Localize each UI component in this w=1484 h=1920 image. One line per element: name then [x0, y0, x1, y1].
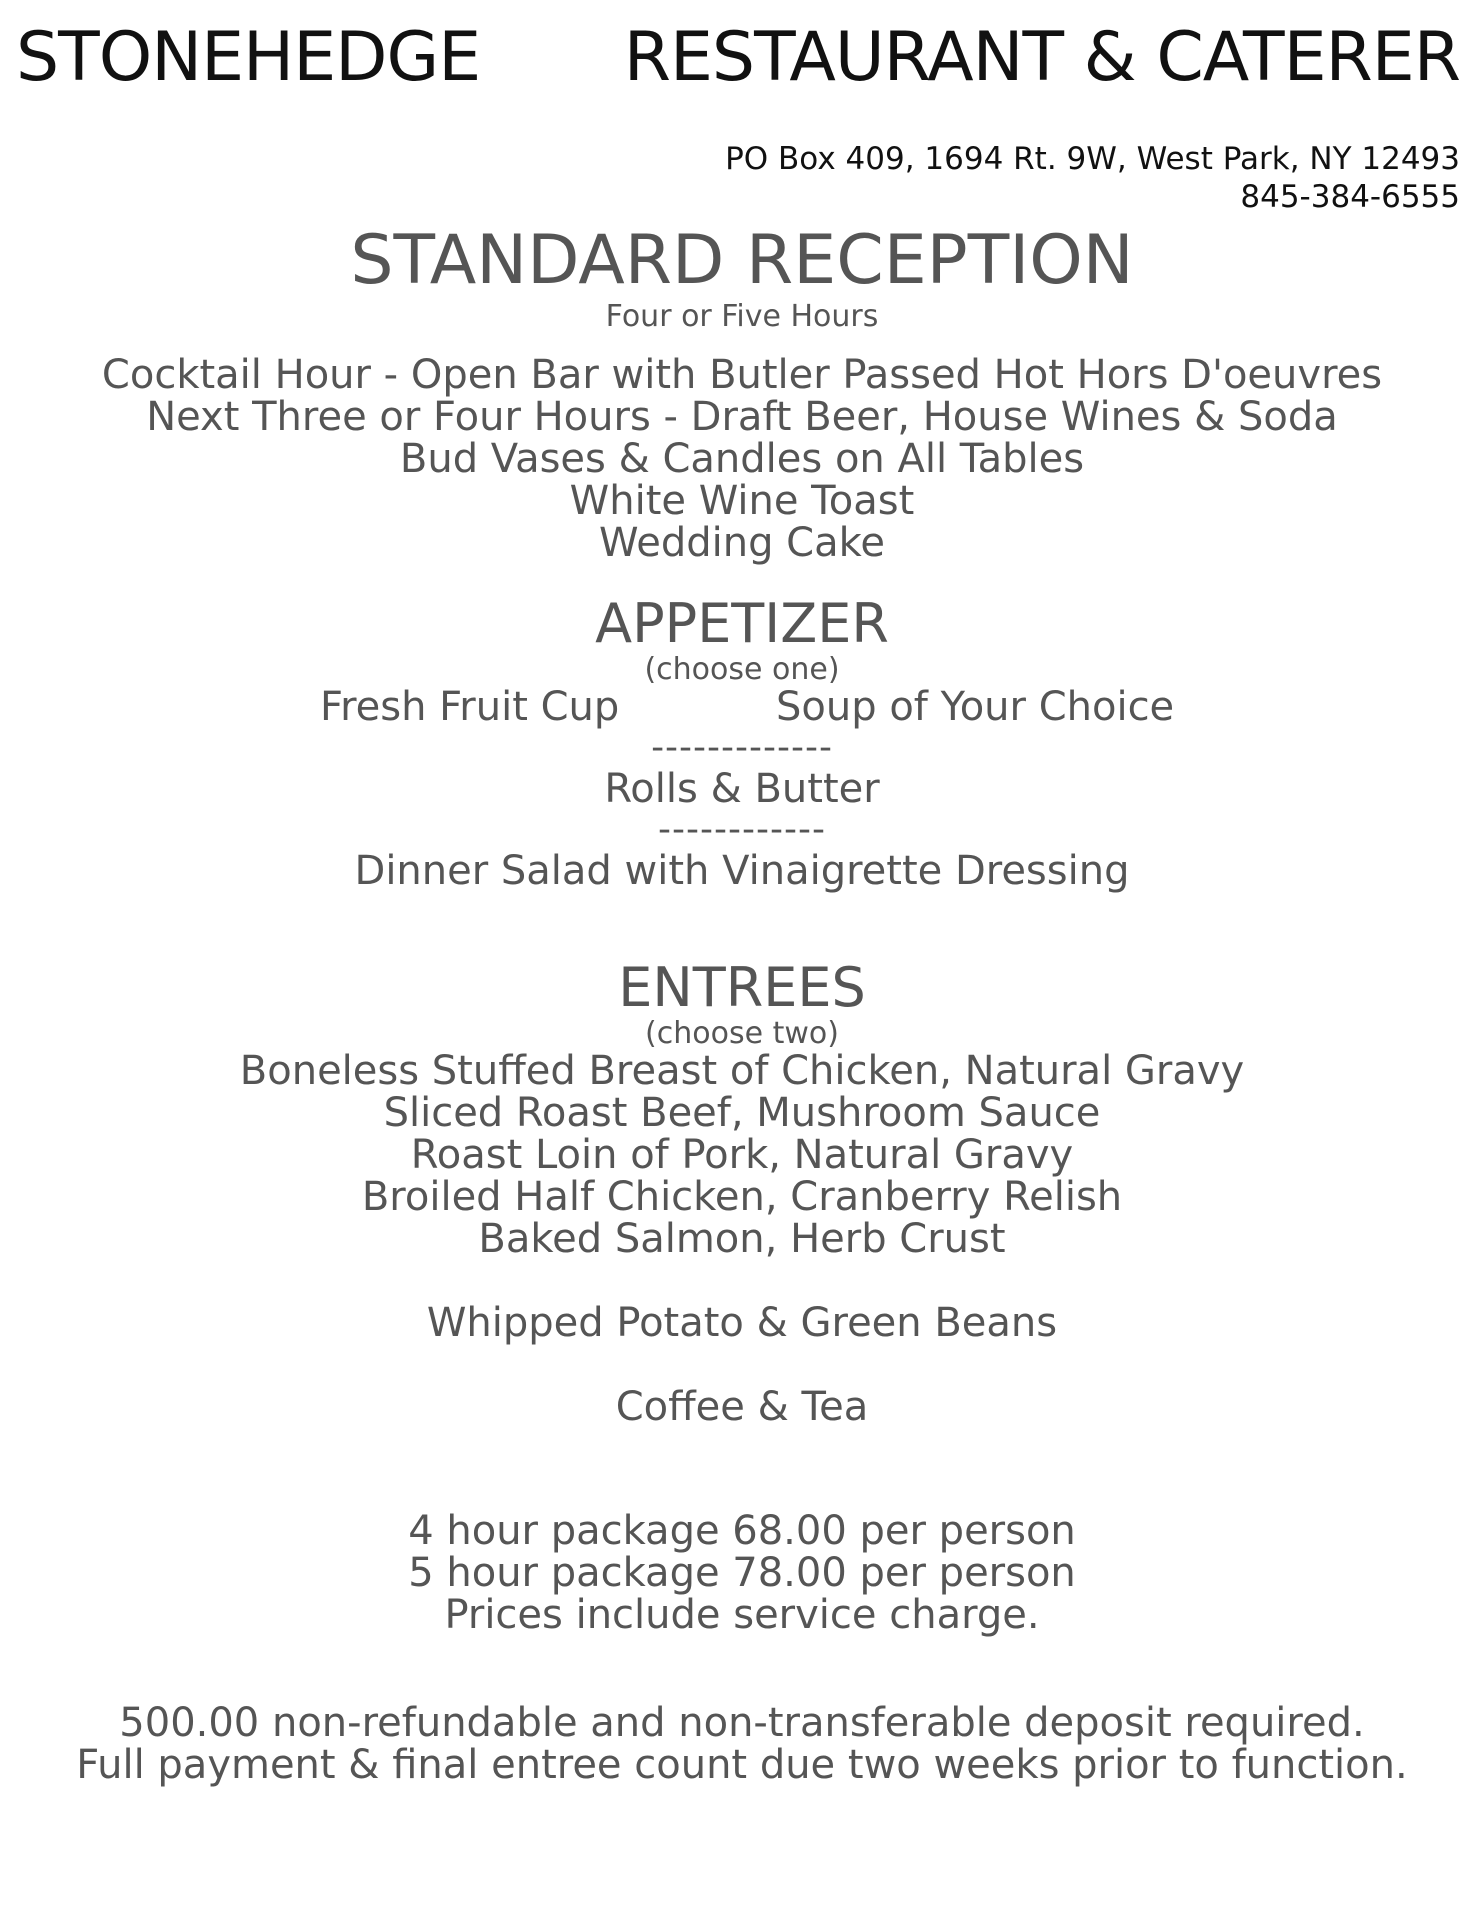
- reception-section: [0, 222, 1484, 564]
- price-note: Prices include service charge.: [444, 1592, 1040, 1638]
- entree-item: Baked Salmon, Herb Crust: [478, 1216, 1006, 1262]
- entree-item: Sliced Roast Beef, Mushroom Sauce: [383, 1090, 1101, 1136]
- phone-number: 845-384-6555: [1240, 179, 1460, 215]
- beverage: Coffee & Tea: [615, 1384, 869, 1430]
- appetizer-note: (choose one): [644, 652, 840, 687]
- price-line: 5 hour package 78.00 per person: [408, 1550, 1076, 1596]
- appetizer-options: [0, 686, 1484, 728]
- contact-info: [725, 140, 1460, 216]
- brand-name: STONEHEDGE: [16, 18, 481, 97]
- terms-section: [0, 1702, 1484, 1786]
- entree-item: Boneless Stuffed Breast of Chicken, Natural Gravy: [239, 1048, 1245, 1094]
- entrees-heading: ENTREES: [618, 956, 866, 1019]
- entrees-note: (choose two): [645, 1016, 839, 1051]
- appetizer-option: Soup of Your Choice: [776, 684, 1175, 730]
- appetizer-section: [0, 594, 1484, 892]
- page-header: [0, 18, 1484, 108]
- entree-item: Broiled Half Chicken, Cranberry Relish: [361, 1174, 1123, 1220]
- bread-course: Rolls & Butter: [604, 766, 880, 812]
- page-title: STANDARD RECEPTION: [350, 221, 1134, 300]
- reception-item: White Wine Toast: [569, 478, 915, 524]
- deposit-terms: 500.00 non-refundable and non-transferable deposit required.: [119, 1700, 1365, 1746]
- reception-item: Bud Vases & Candles on All Tables: [399, 436, 1085, 482]
- brand-tagline: RESTAURANT & CATERER: [623, 18, 1460, 97]
- reception-item: Cocktail Hour - Open Bar with Butler Passed Hot Hors D'oeuvres: [101, 352, 1383, 398]
- entree-item: Roast Loin of Pork, Natural Gravy: [410, 1132, 1074, 1178]
- payment-terms: Full payment & final entree count due two weeks prior to function.: [76, 1742, 1408, 1788]
- address: PO Box 409, 1694 Rt. 9W, West Park, NY 12493: [725, 141, 1460, 177]
- pricing-section: [0, 1510, 1484, 1636]
- reception-item: Next Three or Four Hours - Draft Beer, House Wines & Soda: [146, 394, 1338, 440]
- divider: -------------: [651, 727, 833, 768]
- price-line: 4 hour package 68.00 per person: [408, 1508, 1076, 1554]
- sides: Whipped Potato & Green Beans: [426, 1300, 1058, 1346]
- page-subtitle: Four or Five Hours: [605, 299, 879, 334]
- menu-body: [0, 222, 1484, 1786]
- appetizer-option: Fresh Fruit Cup: [320, 684, 620, 730]
- salad-course: Dinner Salad with Vinaigrette Dressing: [354, 848, 1130, 894]
- divider: ------------: [658, 809, 826, 850]
- entrees-section: [0, 958, 1484, 1428]
- appetizer-heading: APPETIZER: [595, 592, 889, 655]
- reception-item: Wedding Cake: [599, 520, 885, 566]
